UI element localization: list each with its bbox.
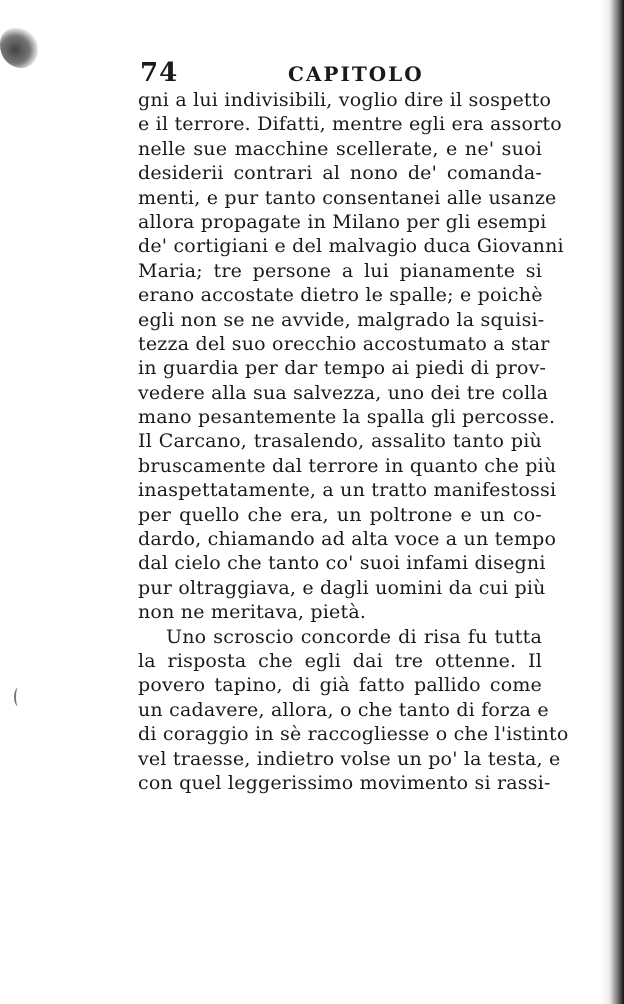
text-line: menti, e pur tanto consentanei alle usanze <box>138 186 557 209</box>
text-line: con quel leggerissimo movimento si rassi- <box>138 771 551 794</box>
text-line: allora propagate in Milano per gli esempi <box>138 210 547 233</box>
margin-mark <box>14 688 22 706</box>
text-line: pur oltraggiava, e dagli uomini da cui più <box>138 576 546 599</box>
text-line: la risposta che egli dai tre ottenne. Il <box>138 649 542 672</box>
text-line: non ne meritava, pietà. <box>138 601 367 624</box>
text-line: erano accostate dietro le spalle; e poichè <box>138 284 543 307</box>
text-line: de' cortigiani e del malvagio duca Giovanni <box>138 235 564 258</box>
ink-stain <box>0 28 38 68</box>
text-line: vel traesse, indietro volse un po' la testa, e <box>138 747 561 770</box>
text-line: inaspettatamente, a un tratto manifestossi <box>138 479 557 502</box>
text-line: per quello che era, un poltrone e un co- <box>138 503 542 526</box>
text-line: in guardia per dar tempo ai piedi di prov- <box>138 357 547 380</box>
text-line: egli non se ne avvide, malgrado la squisi- <box>138 308 545 331</box>
text-line: un cadavere, allora, o che tanto di forza e <box>138 698 549 721</box>
binding-shadow <box>600 0 624 1004</box>
text-line: dal cielo che tanto co' suoi infami disegni <box>138 552 546 575</box>
chapter-title: CAPITOLO <box>288 62 424 86</box>
text-line: vedere alla sua salvezza, uno dei tre colla <box>138 381 549 404</box>
text-line: e il terrore. Difatti, mentre egli era assorto <box>138 113 562 136</box>
text-line: di coraggio in sè raccogliesse o che l'istinto <box>138 723 569 746</box>
text-line: tezza del suo orecchio accostumato a star <box>138 332 550 355</box>
text-line: nelle sue macchine scellerate, e ne' suoi <box>138 137 542 160</box>
text-line: Uno scroscio concorde di risa fu tutta <box>166 625 542 648</box>
body-text <box>138 88 569 795</box>
text-line: gni a lui indivisibili, voglio dire il sospetto <box>138 89 552 111</box>
text-line: Il Carcano, trasalendo, assalito tanto più <box>138 430 542 453</box>
text-line: desiderii contrari al nono de' comanda- <box>138 162 542 185</box>
text-line: povero tapino, di già fatto pallido come <box>138 674 542 697</box>
text-line: bruscamente dal terrore in quanto che più <box>138 454 557 477</box>
page-number: 74 <box>140 58 179 88</box>
text-line: mano pesantemente la spalla gli percosse. <box>138 406 556 429</box>
text-line: dardo, chiamando ad alta voce a un tempo <box>138 528 557 551</box>
text-line: Maria; tre persone a lui pianamente si <box>138 259 542 282</box>
